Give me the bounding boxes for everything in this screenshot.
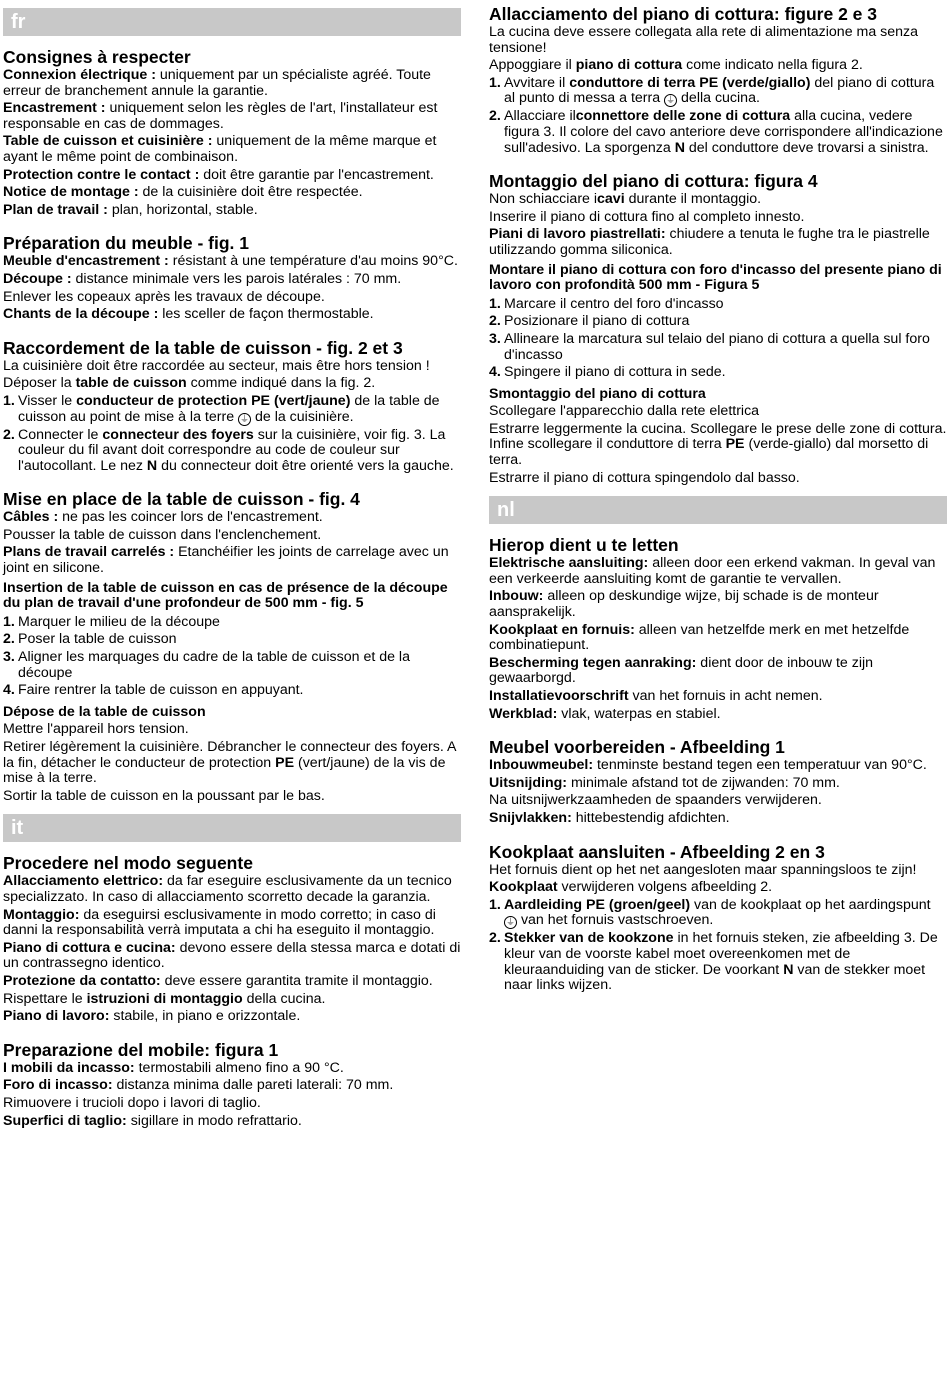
para-carreles: Plans de travail carrelés : Etanchéifier les joints de carrelage avec un joint en silicone. <box>3 544 449 577</box>
list-item: 1. Visser le conducteur de protection PE (vert/jaune) de la table de cuisson au point de mise à la terre ⏚ de la cuisinière. <box>3 392 440 425</box>
para-protection: Protection contre le contact : doit être garantie par l'encastrement. <box>3 166 434 183</box>
para-copeaux: Enlever les copeaux après les travaux de découpe. <box>3 288 325 305</box>
para-meuble: Meuble d'encastrement : résistant à une température d'au moins 90°C. <box>3 253 458 270</box>
step-item: 4. Faire rentrer la table de cuisson en appuyant. <box>3 682 304 699</box>
para-piano-lavoro: Piano di lavoro: stabile, in piano e orizzontale. <box>3 1008 301 1025</box>
list-item: 2. Allacciare ilconnettore delle zone di cottura alla cucina, vedere figura 3. Il colore del cavo anteriore deve corrispondere all'indicazione sull'adesivo. La sporgenza N del conduttore deve trovarsi a sinistra. <box>489 108 943 156</box>
heading-hierop: Hierop dient u te letten <box>489 535 679 556</box>
para-chants: Chants de la découpe : les sceller de façon thermostable. <box>3 306 374 323</box>
para-table: Table de cuisson et cuisinière : uniquement de la même marque et ayant le même point de combinaison. <box>3 133 437 165</box>
earth-symbol-icon: ⏚ <box>505 917 515 928</box>
para-mobili: I mobili da incasso: termostabili almeno fino a 90 °C. <box>3 1059 344 1076</box>
heading-consignes: Consignes à respecter <box>3 47 191 67</box>
heading-procedere: Procedere nel modo seguente <box>3 853 253 874</box>
para-werkblad: Werkblad: vlak, waterpas en stabiel. <box>489 705 721 722</box>
step-item: 2. Posizionare il piano di cottura <box>489 313 690 330</box>
para-inserire: Inserire il piano di cottura fino al completo innesto. <box>489 208 805 225</box>
para-racc-1: La cuisinière doit être raccordée au secteur, mais être hors tension ! <box>3 357 430 374</box>
subheading-montare: Montare il piano di cottura con foro d'incasso del presente piano di lavoro con profondità 500 mm - Figura 5 <box>489 261 942 294</box>
heading-raccordement: Raccordement de la table de cuisson - fig. 2 et 3 <box>3 337 403 358</box>
heading-montaggio-piano: Montaggio del piano di cottura: figura 4 <box>489 171 818 192</box>
step-item: 1. Marcare il centro del foro d'incasso <box>489 295 724 312</box>
para-inbouw: Inbouw: alleen op deskundige wijze, bij schade is de monteur aansprakelijk. <box>489 588 879 621</box>
para-superfici: Superfici di taglio: sigillare in modo refrattario. <box>3 1112 302 1129</box>
para-encastrement: Encastrement : uniquement selon les règles de l'art, l'installateur est responsable en cas de dommages. <box>3 100 438 132</box>
heading-meubel: Meubel voorbereiden - Afbeelding 1 <box>489 737 785 758</box>
para-piastrellati: Piani di lavoro piastrellati: chiudere a tenuta le fughe tra le piastrelle utilizzando gomma siliconica. <box>489 226 930 258</box>
lang-bar-it: it <box>3 814 461 842</box>
list-item: 1. Avvitare il conduttore di terra PE (verde/giallo) del piano di cottura al punto di messa a terra ⏚ della cucina. <box>489 74 935 107</box>
para-allacciamento: Allacciamento elettrico: da far eseguire esclusivamente da un tecnico specializzato. In caso di allacciamento scorretto decade la garanzia. <box>3 873 452 905</box>
para-installatie: Installatievoorschrift van het fornuis in acht nemen. <box>489 688 823 704</box>
step-item: 3. Aligner les marquages du cadre de la table de cuisson et de la découpe <box>3 649 410 681</box>
step-item: 4. Spingere il piano di cottura in sede. <box>489 364 726 381</box>
para-smont-1: Scollegare l'apparecchio dalla rete elettrica <box>489 403 760 420</box>
para-aansl-1: Het fornuis dient op het net aangesloten maar spanningsloos te zijn! <box>489 861 917 878</box>
para-smont-3: Estrarre il piano di cottura spingendolo dal basso. <box>489 469 800 486</box>
para-depose-2: Retirer légèrement la cuisinière. Débrancher le connecteur des foyers. A la fin, détacher le conducteur de protection PE (vert/jaune) de la vis de mise à la terre. <box>3 739 456 787</box>
para-inbouwmeubel: Inbouwmeubel: tenminste bestand tegen een temperatuur van 90°C. <box>489 757 927 774</box>
para-racc-2: Déposer la table de cuisson comme indiqué dans la fig. 2. <box>3 375 376 392</box>
para-decoupe: Découpe : distance minimale vers les parois latérales : 70 mm. <box>3 270 402 287</box>
para-connexion: Connexion électrique : uniquement par un spécialiste agréé. Toute erreur de branchement annule la garantie. <box>3 67 431 99</box>
step-item: 3. Allineare la marcatura sul telaio del piano di cottura a quella sul foro d'incasso <box>489 330 930 363</box>
para-plan: Plan de travail : plan, horizontal, stable. <box>3 201 258 218</box>
subheading-insertion: Insertion de la table de cuisson en cas de présence de la découpe du plan de travail d'une profondeur de 500 mm - fig. 5 <box>3 579 448 612</box>
heading-allacciamento-piano: Allacciamento del piano di cottura: figure 2 e 3 <box>489 4 877 24</box>
list-item: 1. Aardleiding PE (groen/geel) van de kookplaat op het aardingspunt ⏚ van het fornuis vastschroeven. <box>489 896 931 929</box>
right-column <box>489 0 947 994</box>
para-snijvlakken: Snijvlakken: hittebestendig afdichten. <box>489 809 730 826</box>
list-item: 2. Connecter le connecteur des foyers sur la cuisinière, voir fig. 3. La couleur du fil avant doit correspondre au code de couleur sur l'autocollant. Le nez N du connecteur doit être orienté vers la gauche. <box>3 426 454 474</box>
para-smont-2: Estrarre leggermente la cucina. Scollegare le prese delle zone di cottura. Infine scollegare il conduttore di terra PE (verde-giallo) dal morsetto di terra. <box>489 420 947 469</box>
earth-symbol-icon: ⏚ <box>240 413 250 424</box>
para-piano: Piano di cottura e cucina: devono essere della stessa marca e dotati di un contrassegno identico. <box>3 939 461 972</box>
para-notice: Notice de montage : de la cuisinière doit être respectée. <box>3 184 363 201</box>
step-item: 2. Poser la table de cuisson <box>3 631 177 648</box>
earth-symbol-icon: ⏚ <box>666 95 676 106</box>
para-pousser: Pousser la table de cuisson dans l'enclenchement. <box>3 526 322 543</box>
para-uitsnijding: Uitsnijding: minimale afstand tot de zijwanden: 70 mm. <box>489 774 840 791</box>
para-protezione: Protezione da contatto: deve essere garantita tramite il montaggio. <box>3 972 433 989</box>
para-rispettare: Rispettare le istruzioni di montaggio della cucina. <box>3 990 326 1007</box>
heading-preparation: Préparation du meuble - fig. 1 <box>3 233 250 254</box>
para-montaggio: Montaggio: da eseguirsi esclusivamente in modo corretto; in caso di danni la responsabilità verrà imputata a chi ha eseguito il montaggio. <box>3 906 436 939</box>
para-depose-3: Sortir la table de cuisson en la poussant par le bas. <box>3 787 325 804</box>
para-aansl-2: Kookplaat verwijderen volgens afbeelding 2. <box>489 879 773 896</box>
para-cables: Câbles : ne pas les coincer lors de l'encastrement. <box>3 509 323 526</box>
heading-mise-en-place: Mise en place de la table de cuisson - fig. 4 <box>3 489 360 510</box>
para-allacc-1: La cucina deve essere collegata alla rete di alimentazione ma senza tensione! <box>489 24 919 56</box>
para-kookplaat-fornuis: Kookplaat en fornuis: alleen van hetzelfde merk en met hetzelfde combinatiepunt. <box>489 621 910 654</box>
lang-bar-nl: nl <box>489 496 947 524</box>
lang-bar-fr: fr <box>3 8 461 36</box>
para-bescherming: Bescherming tegen aanraking: dient door de inbouw te zijn gewaarborgd. <box>489 654 874 687</box>
step-item: 1. Marquer le milieu de la découpe <box>3 613 220 630</box>
para-trucioli: Rimuovere i trucioli dopo i lavori di taglio. <box>3 1094 261 1111</box>
para-foro: Foro di incasso: distanza minima dalle pareti laterali: 70 mm. <box>3 1077 394 1094</box>
steps-list-fr <box>3 615 461 699</box>
para-cavi: Non schiacciare icavi durante il montaggio. <box>489 191 762 208</box>
list-item: 2. Stekker van de kookzone in het fornuis steken, zie afbeelding 3. De kleur van de voorste kabel moet overeenkomen met de kleuraanduiding van de sticker. De voorkant N van de stekker moet naar links wijzen. <box>489 930 938 994</box>
heading-preparazione: Preparazione del mobile: figura 1 <box>3 1039 279 1060</box>
heading-kookplaat-aansluiten: Kookplaat aansluiten - Afbeelding 2 en 3 <box>489 841 825 862</box>
steps-list-it <box>489 297 947 381</box>
subheading-depose: Dépose de la table de cuisson <box>3 703 206 720</box>
left-column <box>3 0 461 1129</box>
para-spaanders: Na uitsnijwerkzaamheden de spaanders verwijderen. <box>489 792 822 809</box>
para-elektrische: Elektrische aansluiting: alleen door een erkend vakman. In geval van een verkeerde aansluiting komt de garantie te vervallen. <box>489 555 936 587</box>
para-allacc-2: Appoggiare il piano di cottura come indicato nella figura 2. <box>489 57 863 74</box>
para-depose-1: Mettre l'appareil hors tension. <box>3 721 189 738</box>
subheading-smontaggio: Smontaggio del piano di cottura <box>489 385 706 402</box>
